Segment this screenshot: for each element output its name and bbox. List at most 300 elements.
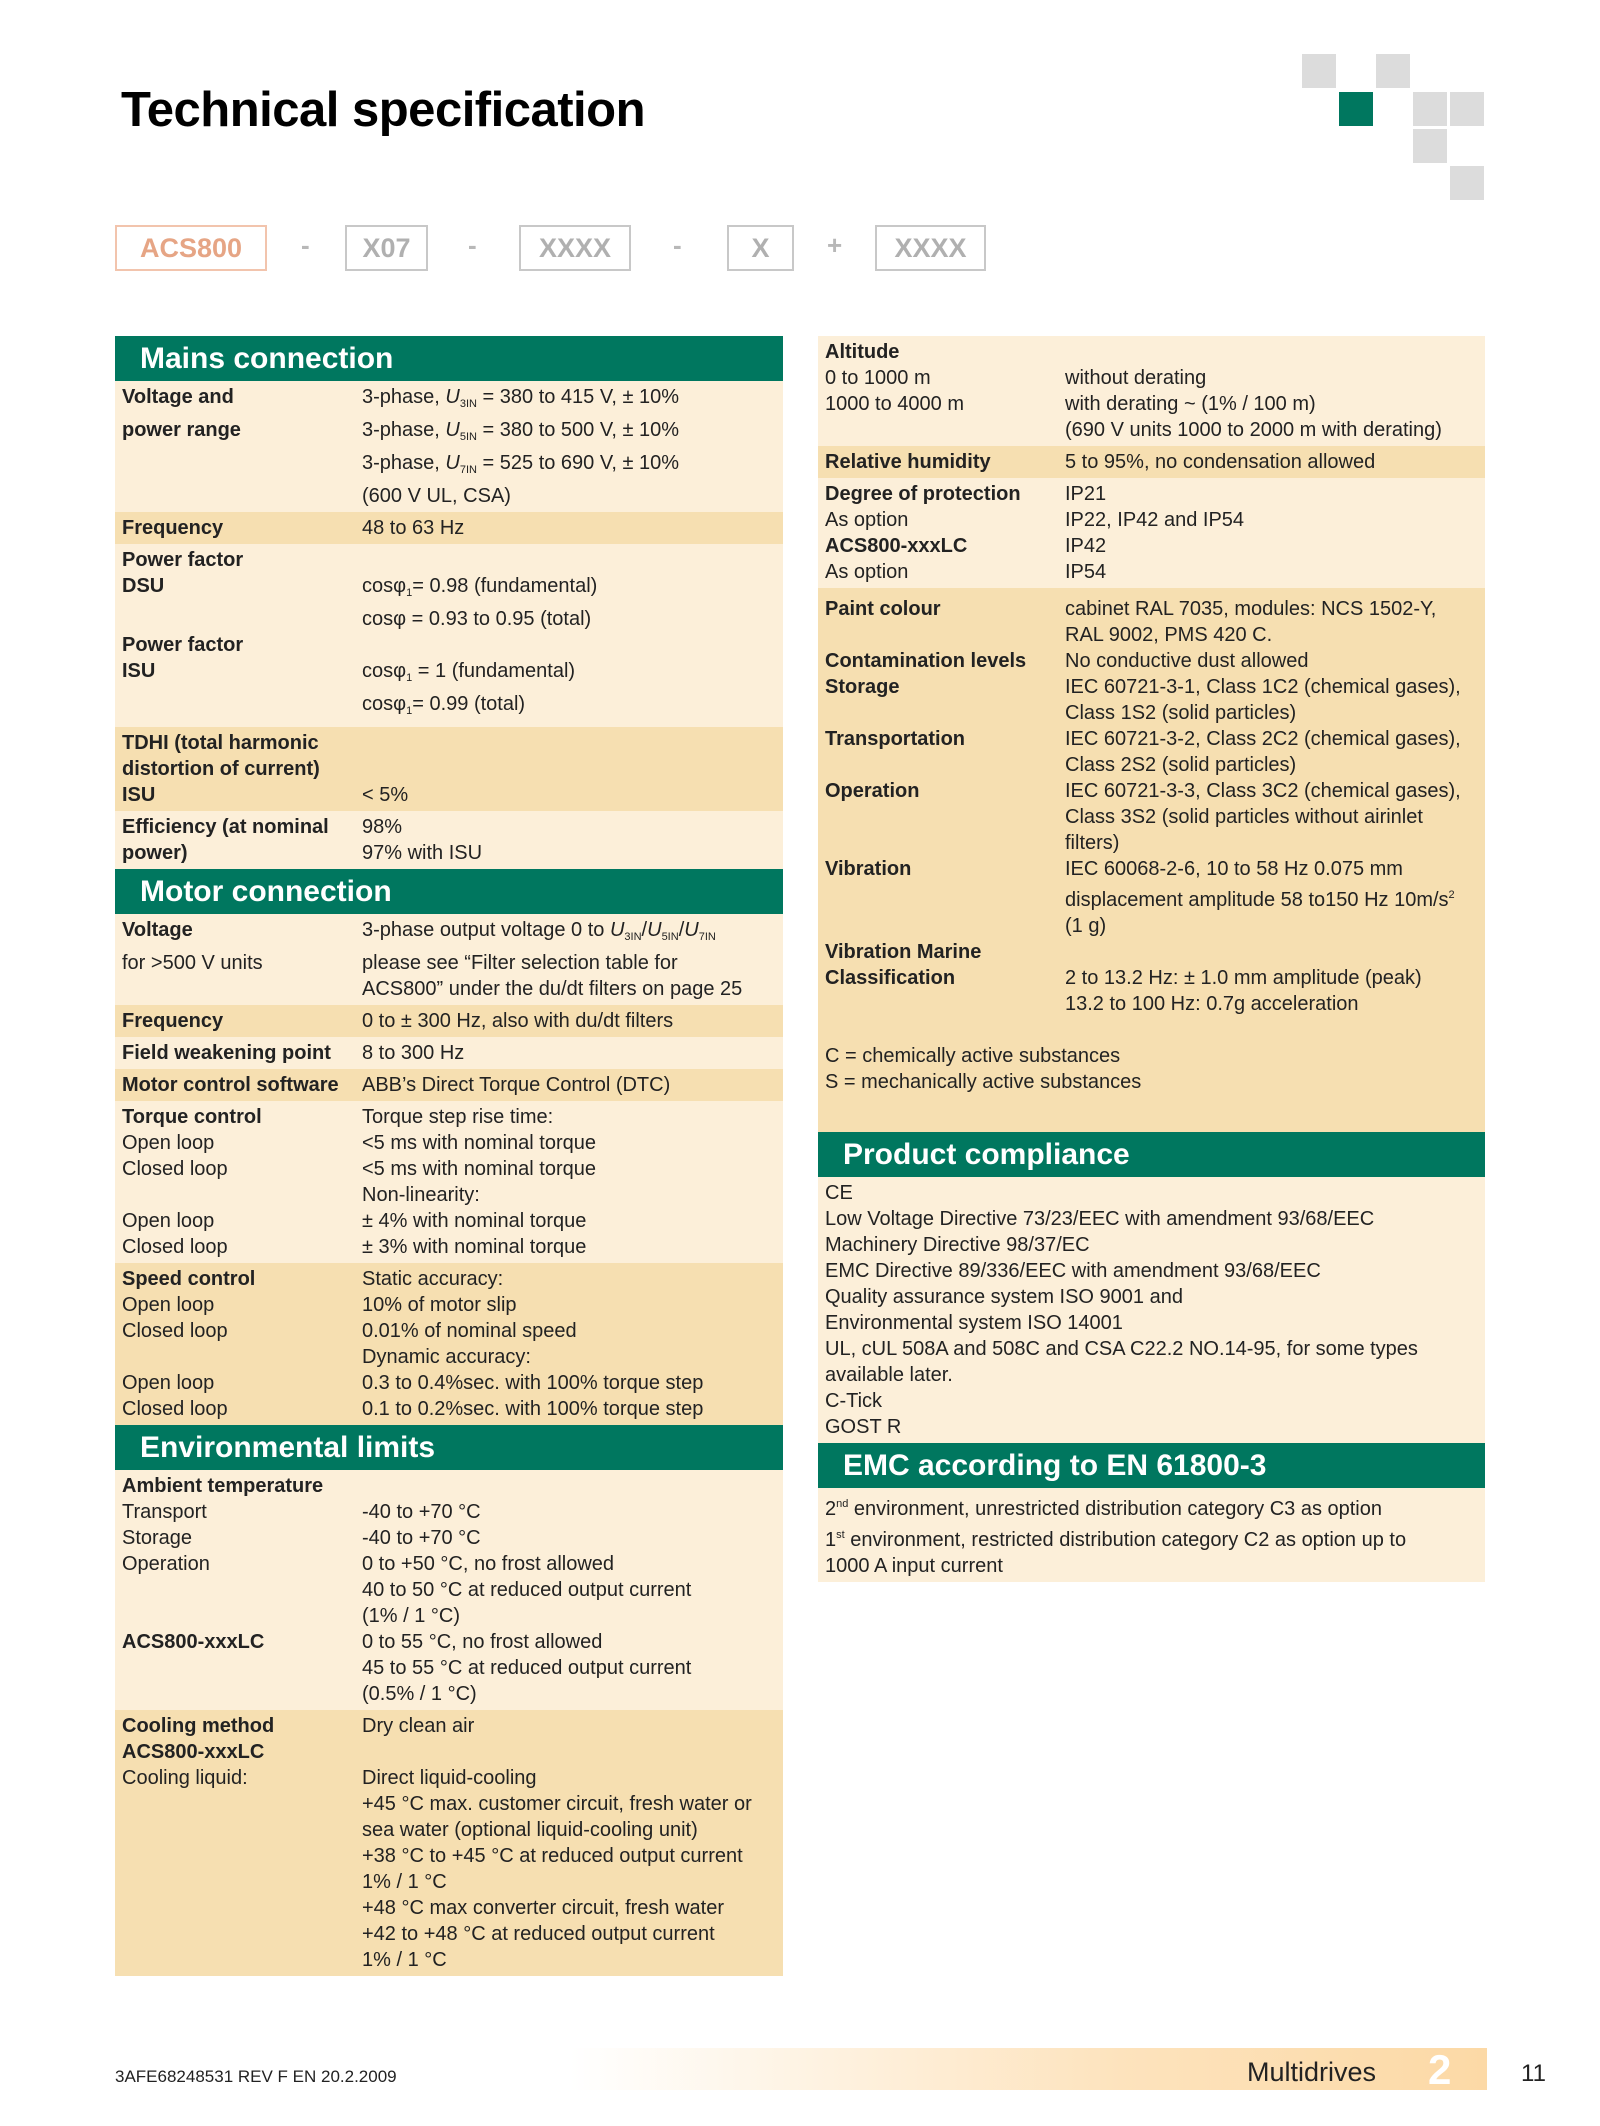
spec-label: 0 to 1000 m: [825, 367, 931, 389]
spec-label: [115, 606, 362, 632]
spec-label: Power factor: [122, 634, 244, 656]
spec-value: [362, 450, 783, 483]
spec-value: 97% with ISU: [362, 842, 483, 864]
spec-label: Open loop: [122, 1132, 215, 1154]
spec-row: [115, 1037, 783, 1069]
spec-line: [818, 674, 1485, 700]
decor-square: [1302, 54, 1336, 88]
spec-note: EMC Directive 89/336/EEC with amendment 93/68/EEC: [825, 1260, 1321, 1282]
spec-line: [818, 1553, 1485, 1579]
spec-value: Dynamic accuracy:: [362, 1346, 531, 1368]
spec-label: Cooling liquid:: [122, 1767, 248, 1789]
text-segment: 7IN: [698, 931, 716, 943]
section-header: Environmental limits: [115, 1425, 783, 1470]
spec-line: [115, 691, 783, 724]
spec-line: [818, 882, 1485, 913]
spec-line: [818, 1414, 1485, 1440]
spec-label: [115, 1869, 362, 1895]
spec-line: [115, 840, 783, 866]
spec-value: 45 to 55 °C at reduced output current: [362, 1657, 692, 1679]
spec-label: power range: [122, 419, 241, 441]
spec-value: IP42: [1065, 535, 1107, 557]
spec-line: [818, 700, 1485, 726]
spec-line: [115, 1577, 783, 1603]
decor-square: [1376, 54, 1410, 88]
decor-square: [1450, 92, 1484, 126]
spec-value: [362, 1473, 783, 1499]
spec-value: 40 to 50 °C at reduced output current: [362, 1579, 692, 1601]
spec-line: [115, 1344, 783, 1370]
spec-line: [818, 559, 1485, 585]
type-code-part: XXXX: [519, 225, 631, 271]
text-segment: = 525 to 690 V, ± 10%: [476, 452, 680, 474]
spec-value: RAL 9002, PMS 420 C.: [1065, 624, 1273, 646]
spec-line: [115, 632, 783, 658]
spec-line: [818, 1362, 1485, 1388]
spec-line: [818, 830, 1485, 856]
spec-line: [818, 1310, 1485, 1336]
spec-line: [818, 1284, 1485, 1310]
spec-value: Non-linearity:: [362, 1184, 480, 1206]
spec-value: IP22, IP42 and IP54: [1065, 509, 1245, 531]
spec-row: [115, 1470, 783, 1710]
spec-row: [818, 1177, 1485, 1443]
spec-label: Open loop: [122, 1210, 215, 1232]
spec-value: filters): [1065, 832, 1120, 854]
spec-line: [818, 365, 1485, 391]
spec-label: [818, 417, 1065, 443]
spec-value: 0.01% of nominal speed: [362, 1320, 577, 1342]
spec-line: [115, 1182, 783, 1208]
spec-line: [818, 1043, 1485, 1069]
spec-label: ACS800-xxxLC: [122, 1741, 265, 1763]
spec-line: [818, 1017, 1485, 1043]
spec-label: power): [122, 842, 188, 864]
spec-row: [115, 1005, 783, 1037]
spec-row: [115, 811, 783, 869]
spec-value: ABB’s Direct Torque Control (DTC): [362, 1074, 671, 1096]
spec-label: Speed control: [122, 1268, 256, 1290]
spec-value: 0 to ± 300 Hz, also with du/dt filters: [362, 1010, 674, 1032]
spec-label: Storage: [122, 1527, 193, 1549]
spec-line: [115, 1292, 783, 1318]
spec-label: Torque control: [122, 1106, 262, 1128]
spec-label: ISU: [122, 660, 156, 682]
spec-line: [115, 483, 783, 509]
spec-row: [115, 1263, 783, 1425]
spec-line: [818, 417, 1485, 443]
spec-row: [818, 1488, 1485, 1582]
spec-label: Efficiency (at nominal: [122, 816, 329, 838]
spec-label: Operation: [122, 1553, 210, 1575]
spec-line: [115, 1008, 783, 1034]
spec-label: [115, 1843, 362, 1869]
spec-label: ACS800-xxxLC: [122, 1631, 265, 1653]
spec-line: [115, 1396, 783, 1422]
spec-label: Voltage and: [122, 386, 234, 408]
left-spec-column: [115, 336, 783, 1976]
text-segment: 5IN: [459, 431, 477, 443]
spec-line: [818, 726, 1485, 752]
spec-line: [115, 1499, 783, 1525]
spec-label: [818, 622, 1065, 648]
spec-line: [115, 1603, 783, 1629]
spec-row: [818, 446, 1485, 478]
spec-label: [115, 1603, 362, 1629]
type-code-separator: -: [301, 230, 310, 260]
spec-line: [115, 1947, 783, 1973]
spec-label: Vibration: [825, 858, 912, 880]
decor-square: [1413, 129, 1447, 163]
text-segment: /: [678, 919, 685, 941]
page-title: Technical specification: [121, 83, 646, 137]
spec-label: As option: [825, 509, 909, 531]
spec-value: -40 to +70 °C: [362, 1501, 481, 1523]
spec-value: (690 V units 1000 to 2000 m with derating): [1065, 419, 1442, 441]
text-segment: /: [641, 919, 648, 941]
text-segment: environment, unrestricted distribution category C3 as option: [848, 1498, 1382, 1520]
spec-value: Dry clean air: [362, 1715, 475, 1737]
spec-label: Open loop: [122, 1294, 215, 1316]
text-segment: 2: [1448, 889, 1455, 901]
type-code-separator: -: [673, 230, 682, 260]
spec-row: [115, 381, 783, 512]
text-segment: st: [836, 1529, 845, 1541]
text-segment: 3-phase output voltage 0 to: [362, 919, 610, 941]
spec-value: Direct liquid-cooling: [362, 1767, 537, 1789]
spec-line: [818, 533, 1485, 559]
spec-label: [818, 913, 1065, 939]
spec-value: 1% / 1 °C: [362, 1949, 447, 1971]
spec-label: Vibration Marine: [825, 941, 982, 963]
spec-note: Environmental system ISO 14001: [825, 1312, 1123, 1334]
spec-line: [115, 730, 783, 756]
section-name: Multidrives: [1247, 2057, 1377, 2087]
spec-line: [115, 1266, 783, 1292]
section-header: EMC according to EN 61800-3: [818, 1443, 1485, 1488]
spec-line: [115, 417, 783, 450]
spec-label: Classification: [825, 967, 956, 989]
spec-line: [115, 1104, 783, 1130]
text-segment: U: [647, 919, 662, 941]
spec-value: [362, 917, 783, 950]
spec-value: cosφ = 0.93 to 0.95 (total): [362, 608, 592, 630]
spec-line: [115, 1040, 783, 1066]
spec-label: ACS800-xxxLC: [825, 535, 968, 557]
spec-label: [115, 1182, 362, 1208]
document-number: 3AFE68248531 REV F EN 20.2.2009: [115, 2067, 397, 2086]
text-segment: displacement amplitude 58 to150 Hz 10m/s: [1065, 889, 1449, 911]
spec-label: Paint colour: [825, 598, 941, 620]
type-code-part: ACS800: [115, 225, 267, 271]
spec-label: [818, 1017, 1065, 1043]
text-segment: 3IN: [459, 398, 477, 410]
spec-row: [818, 336, 1485, 446]
spec-note: Low Voltage Directive 73/23/EEC with amendment 93/68/EEC: [825, 1208, 1375, 1230]
spec-line: [115, 1473, 783, 1499]
spec-value: [362, 384, 783, 417]
spec-line: [818, 1206, 1485, 1232]
spec-line: [115, 450, 783, 483]
spec-value: [362, 632, 783, 658]
text-segment: cosφ: [362, 575, 407, 597]
text-segment: U: [609, 919, 625, 941]
spec-line: [818, 1180, 1485, 1206]
spec-note: UL, cUL 508A and 508C and CSA C22.2 NO.14-95, for some types: [825, 1338, 1418, 1360]
spec-label: [818, 700, 1065, 726]
spec-note: GOST R: [825, 1416, 902, 1438]
spec-value: Class 1S2 (solid particles): [1065, 702, 1297, 724]
spec-label: Altitude: [825, 341, 900, 363]
spec-label: [115, 450, 362, 483]
spec-note: Quality assurance system ISO 9001 and: [825, 1286, 1183, 1308]
text-segment: environment, restricted distribution category C2 as option up to: [844, 1529, 1407, 1551]
spec-line: [115, 756, 783, 782]
spec-value: [1065, 339, 1485, 365]
text-segment: 7IN: [459, 464, 477, 476]
spec-value: 0 to 55 °C, no frost allowed: [362, 1631, 603, 1653]
spec-line: [115, 1765, 783, 1791]
spec-label: DSU: [122, 575, 165, 597]
text-segment: U: [445, 386, 460, 408]
spec-note: C-Tick: [825, 1390, 883, 1412]
spec-label: [818, 991, 1065, 1017]
spec-line: [818, 1491, 1485, 1522]
spec-line: [818, 596, 1485, 622]
spec-value: please see “Filter selection table for: [362, 952, 678, 974]
spec-row: [115, 914, 783, 1005]
spec-value: 0.1 to 0.2%sec. with 100% torque step: [362, 1398, 704, 1420]
spec-line: [818, 622, 1485, 648]
spec-value: 0.3 to 0.4%sec. with 100% torque step: [362, 1372, 704, 1394]
spec-label: Relative humidity: [825, 451, 991, 473]
spec-value: Torque step rise time:: [362, 1106, 554, 1128]
spec-value: +42 to +48 °C at reduced output current: [362, 1923, 715, 1945]
spec-label: Closed loop: [122, 1158, 228, 1180]
spec-line: [818, 339, 1485, 365]
spec-line: [115, 976, 783, 1002]
spec-note: [818, 1491, 1382, 1522]
spec-value: IEC 60721-3-3, Class 3C2 (chemical gases),: [1065, 780, 1461, 802]
spec-line: [115, 1843, 783, 1869]
spec-label: TDHI (total harmonic: [122, 732, 319, 754]
type-code-part: XXXX: [875, 225, 986, 271]
spec-value: 5 to 95%, no condensation allowed: [1065, 451, 1376, 473]
spec-value: [1065, 882, 1485, 913]
type-code-part: X07: [345, 225, 428, 271]
spec-line: [115, 1208, 783, 1234]
spec-row: [115, 727, 783, 811]
spec-label: Operation: [825, 780, 920, 802]
spec-label: [115, 1817, 362, 1843]
text-segment: U: [445, 452, 460, 474]
spec-label: [115, 1895, 362, 1921]
spec-value: 2 to 13.2 Hz: ± 1.0 mm amplitude (peak): [1065, 967, 1422, 989]
decor-square: [1413, 92, 1447, 126]
spec-value: [1065, 939, 1485, 965]
spec-line: [818, 648, 1485, 674]
text-segment: = 380 to 415 V, ± 10%: [476, 386, 680, 408]
spec-label: for >500 V units: [122, 952, 263, 974]
right-spec-column: [818, 336, 1485, 1582]
spec-line: [115, 1713, 783, 1739]
spec-label: Open loop: [122, 1372, 215, 1394]
spec-line: [115, 1739, 783, 1765]
text-segment: = 0.99 (total): [412, 693, 526, 715]
spec-line: [115, 1318, 783, 1344]
spec-value: IEC 60068-2-6, 10 to 58 Hz 0.075 mm: [1065, 858, 1403, 880]
spec-value: 0 to +50 °C, no frost allowed: [362, 1553, 615, 1575]
spec-value: [362, 1739, 783, 1765]
spec-value: without derating: [1065, 367, 1207, 389]
spec-label: [818, 804, 1065, 830]
spec-line: [115, 814, 783, 840]
spec-value: 48 to 63 Hz: [362, 517, 465, 539]
spec-label: [115, 483, 362, 509]
spec-value: 8 to 300 Hz: [362, 1042, 465, 1064]
spec-label: [115, 691, 362, 724]
text-segment: cosφ: [362, 660, 407, 682]
spec-line: [818, 507, 1485, 533]
spec-label: Frequency: [122, 1010, 224, 1032]
spec-label: [115, 1681, 362, 1707]
text-segment: 1: [406, 587, 413, 599]
spec-line: [818, 1232, 1485, 1258]
spec-value: [362, 417, 783, 450]
spec-line: [818, 481, 1485, 507]
spec-label: Field weakening point: [122, 1042, 331, 1064]
text-segment: cosφ: [362, 693, 407, 715]
spec-note: available later.: [825, 1364, 953, 1386]
spec-label: Ambient temperature: [122, 1475, 324, 1497]
text-segment: 5IN: [661, 931, 679, 943]
spec-value: sea water (optional liquid-cooling unit): [362, 1819, 698, 1841]
spec-line: [115, 1921, 783, 1947]
section-header: Mains connection: [115, 336, 783, 381]
spec-line: [115, 1072, 783, 1098]
spec-line: [818, 1388, 1485, 1414]
spec-value: [362, 573, 783, 606]
spec-label: Contamination levels: [825, 650, 1027, 672]
spec-label: [115, 1947, 362, 1973]
spec-value: ± 4% with nominal torque: [362, 1210, 587, 1232]
spec-label: [115, 1791, 362, 1817]
spec-line: [115, 1791, 783, 1817]
spec-label: Degree of protection: [825, 483, 1021, 505]
spec-value: ACS800” under the du/dt filters on page 25: [362, 978, 743, 1000]
spec-label: [115, 1344, 362, 1370]
spec-line: [115, 547, 783, 573]
spec-value: [362, 547, 783, 573]
text-segment: 3IN: [624, 931, 642, 943]
spec-value: No conductive dust allowed: [1065, 650, 1309, 672]
spec-value: IEC 60721-3-2, Class 2C2 (chemical gases),: [1065, 728, 1461, 750]
spec-label: Closed loop: [122, 1398, 228, 1420]
spec-line: [115, 1895, 783, 1921]
spec-line: [115, 1629, 783, 1655]
spec-label: Cooling method: [122, 1715, 275, 1737]
text-segment: 1: [406, 705, 413, 717]
spec-value: with derating ~ (1% / 100 m): [1065, 393, 1316, 415]
spec-line: [818, 965, 1485, 991]
text-segment: U: [445, 419, 460, 441]
spec-value: [362, 756, 783, 782]
spec-label: ISU: [122, 784, 156, 806]
spec-value: (600 V UL, CSA): [362, 485, 511, 507]
spec-label: Closed loop: [122, 1236, 228, 1258]
spec-line: [818, 804, 1485, 830]
spec-value: (1 g): [1065, 915, 1107, 937]
page-number: 11: [1521, 2060, 1546, 2087]
spec-value: -40 to +70 °C: [362, 1527, 481, 1549]
spec-value: <5 ms with nominal torque: [362, 1132, 597, 1154]
text-segment: nd: [836, 1498, 849, 1510]
spec-row: [115, 544, 783, 727]
spec-line: [115, 1817, 783, 1843]
spec-line: [115, 606, 783, 632]
spec-line: [115, 384, 783, 417]
spec-label: distortion of current): [122, 758, 320, 780]
spec-line: [115, 917, 783, 950]
spec-label: Motor control software: [122, 1074, 339, 1096]
spec-row: [818, 478, 1485, 588]
spec-label: [818, 830, 1065, 856]
spec-line: [115, 1681, 783, 1707]
text-segment: = 1 (fundamental): [412, 660, 576, 682]
decor-square-accent: [1339, 92, 1373, 126]
spec-value: Class 2S2 (solid particles): [1065, 754, 1297, 776]
spec-value: Class 3S2 (solid particles without airinlet: [1065, 806, 1423, 828]
text-segment: U: [684, 919, 699, 941]
text-segment: 1: [406, 672, 413, 684]
spec-label: [818, 752, 1065, 778]
spec-label: 1000 to 4000 m: [825, 393, 964, 415]
spec-line: [818, 449, 1485, 475]
spec-line: [818, 913, 1485, 939]
spec-label: As option: [825, 561, 909, 583]
spec-line: [115, 1869, 783, 1895]
spec-value: (1% / 1 °C): [362, 1605, 461, 1627]
spec-line: [115, 1655, 783, 1681]
text-segment: 2: [825, 1498, 837, 1520]
spec-value: cabinet RAL 7035, modules: NCS 1502-Y,: [1065, 598, 1437, 620]
type-code-separator: -: [468, 230, 477, 260]
text-segment: 3-phase,: [362, 419, 446, 441]
spec-value: +38 °C to +45 °C at reduced output current: [362, 1845, 743, 1867]
spec-note: Machinery Directive 98/37/EC: [825, 1234, 1090, 1256]
spec-value: [1065, 1017, 1485, 1043]
spec-value: IP54: [1065, 561, 1107, 583]
spec-note: [818, 1522, 1406, 1553]
spec-line: [818, 1336, 1485, 1362]
text-segment: 3-phase,: [362, 452, 446, 474]
spec-label: Transportation: [825, 728, 966, 750]
spec-value: IEC 60721-3-1, Class 1C2 (chemical gases),: [1065, 676, 1461, 698]
spec-value: 10% of motor slip: [362, 1294, 517, 1316]
text-segment: 1: [825, 1529, 837, 1551]
spec-line: [115, 515, 783, 541]
decor-square: [1450, 166, 1484, 200]
spec-value: [362, 691, 783, 724]
spec-label: [115, 1655, 362, 1681]
spec-row: [115, 1101, 783, 1263]
type-code-separator: +: [827, 230, 843, 260]
spec-value: +48 °C max converter circuit, fresh water: [362, 1897, 725, 1919]
spec-value: <5 ms with nominal torque: [362, 1158, 597, 1180]
text-segment: 3-phase,: [362, 386, 446, 408]
spec-value: Static accuracy:: [362, 1268, 504, 1290]
spec-line: [115, 1370, 783, 1396]
